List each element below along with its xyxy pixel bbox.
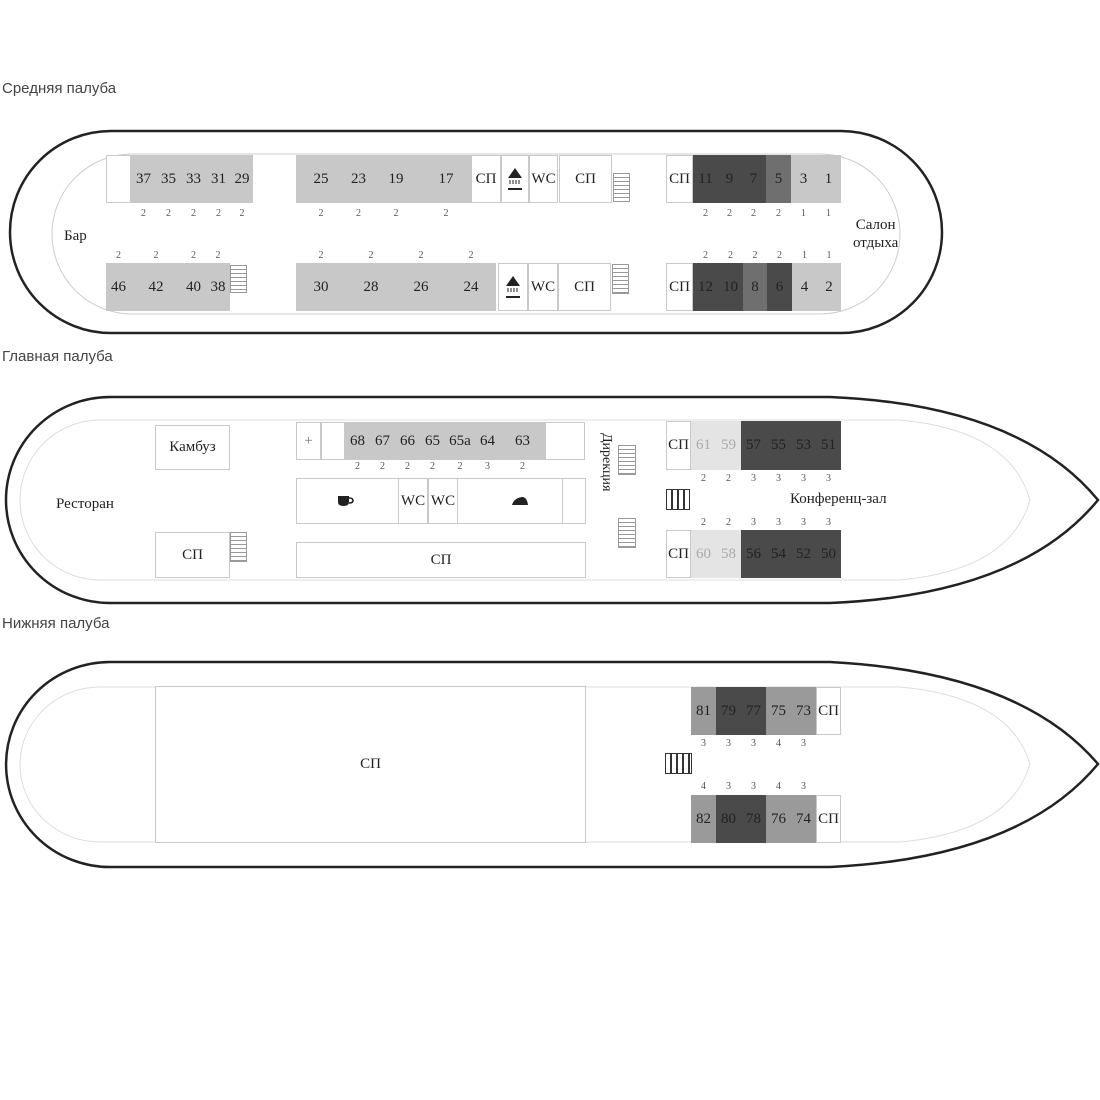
cabin-65[interactable]: 65: [420, 422, 445, 460]
cabin-capacity: 4: [776, 738, 781, 749]
cabin-capacity: 3: [751, 738, 756, 749]
salon-label-line-1: Салон: [855, 217, 896, 233]
cabin-capacity: 2: [468, 250, 474, 261]
blank-cell: [321, 422, 345, 460]
cabin-capacity: 2: [239, 208, 245, 219]
sp-cell: СП: [666, 530, 691, 578]
salon-label-line-2: отдыха: [853, 235, 899, 251]
cabin-capacity: 2: [191, 208, 196, 219]
cabin-capacity: 3: [751, 517, 756, 528]
cabin-77[interactable]: 77: [741, 687, 766, 735]
stairs-icon: [612, 264, 629, 294]
wc-cell: WC: [529, 155, 558, 203]
cabin-52[interactable]: 52: [791, 530, 816, 578]
cabin-capacity: 4: [701, 781, 706, 792]
cabin-capacity: 2: [355, 461, 360, 472]
cabin-capacity: 2: [116, 250, 121, 261]
iron-icon: [500, 480, 540, 522]
cabin-56[interactable]: 56: [741, 530, 766, 578]
cabin-65а[interactable]: 65а: [445, 422, 475, 460]
cabin-capacity: 2: [318, 250, 324, 261]
cabin-capacity: 2: [701, 517, 706, 528]
cabin-33[interactable]: 33: [181, 155, 206, 203]
cabin-29[interactable]: 29: [231, 155, 253, 203]
cabin-78[interactable]: 78: [741, 795, 766, 843]
sp-cell: СП: [296, 542, 586, 578]
cabin-capacity: 2: [726, 473, 731, 484]
cabin-capacity: 4: [776, 781, 781, 792]
cabin-40[interactable]: 40: [181, 263, 206, 311]
cabin-capacity: 3: [801, 473, 806, 484]
medical-cell: +: [296, 422, 321, 460]
wc-cell: WC: [398, 478, 428, 524]
cabin-38[interactable]: 38: [206, 263, 230, 311]
cabin-80[interactable]: 80: [716, 795, 741, 843]
cabin-capacity: 2: [752, 250, 758, 261]
sp-cell: СП: [471, 155, 501, 203]
cabin-capacity: 3: [801, 781, 806, 792]
cabin-capacity: 2: [751, 208, 756, 219]
cabin-53[interactable]: 53: [791, 421, 816, 470]
cabin-50[interactable]: 50: [816, 530, 841, 578]
cabin-59[interactable]: 59: [716, 421, 741, 470]
cabin-8[interactable]: 8: [743, 263, 767, 311]
cabin-capacity: 2: [166, 208, 171, 219]
cabin-capacity: 2: [405, 461, 410, 472]
cabin-30[interactable]: 30: [296, 263, 346, 311]
cabin-68[interactable]: 68: [345, 422, 370, 460]
shower-icon: [498, 263, 528, 311]
cabin-capacity: 3: [801, 738, 806, 749]
cabin-capacity: 3: [726, 781, 731, 792]
cabin-capacity: 2: [215, 250, 221, 261]
sp-cell: СП: [558, 263, 611, 311]
cabin-capacity: 2: [141, 208, 146, 219]
wc-cell: WC: [428, 478, 458, 524]
cabin-capacity: 2: [703, 208, 708, 219]
cabin-capacity: 2: [380, 461, 385, 472]
sp-cell: СП: [666, 263, 693, 311]
cabin-74[interactable]: 74: [791, 795, 816, 843]
cabin-58[interactable]: 58: [716, 530, 741, 578]
cabin-3[interactable]: 3: [791, 155, 816, 203]
sp-cell: СП: [155, 532, 230, 578]
cabin-capacity: 2: [318, 208, 324, 219]
cabin-capacity: 1: [801, 208, 806, 219]
sp-cell: СП: [666, 155, 693, 203]
direction-label: Дирекция: [599, 433, 614, 492]
cabin-17[interactable]: 17: [421, 155, 471, 203]
cabin-capacity: 2: [703, 250, 708, 261]
sp-cell: СП: [666, 421, 691, 470]
cabin-capacity: 3: [751, 473, 756, 484]
conference-label: Конференц-зал: [790, 491, 887, 507]
shower-icon: [501, 155, 529, 203]
cabin-12[interactable]: 12: [693, 263, 718, 311]
cabin-capacity: 3: [485, 461, 490, 472]
cabin-54[interactable]: 54: [766, 530, 791, 578]
cabin-24[interactable]: 24: [446, 263, 496, 311]
blank-cell: [562, 478, 586, 524]
cabin-capacity: 2: [727, 208, 732, 219]
cabin-2[interactable]: 2: [817, 263, 841, 311]
cabin-76[interactable]: 76: [766, 795, 791, 843]
cabin-61[interactable]: 61: [691, 421, 716, 470]
cabin-19[interactable]: 19: [371, 155, 421, 203]
cabin-1[interactable]: 1: [816, 155, 841, 203]
cabin-capacity: 1: [802, 250, 807, 261]
cabin-capacity: 3: [751, 781, 756, 792]
middle-deck-title: Средняя палуба: [2, 80, 117, 97]
cabin-31[interactable]: 31: [206, 155, 231, 203]
cabin-capacity: 3: [776, 517, 781, 528]
cabin-73[interactable]: 73: [791, 687, 816, 735]
cabin-4[interactable]: 4: [792, 263, 817, 311]
cabin-capacity: 2: [520, 461, 525, 472]
stairs-icon: [618, 445, 636, 475]
cabin-5[interactable]: 5: [766, 155, 791, 203]
cabin-51[interactable]: 51: [816, 421, 841, 470]
cabin-capacity: 2: [430, 461, 435, 472]
restaurant-label: Ресторан: [56, 496, 114, 512]
bar-label: Бар: [64, 228, 87, 244]
blank-cell: [545, 422, 585, 460]
cabin-11[interactable]: 11: [693, 155, 718, 203]
cabin-capacity: 3: [826, 517, 831, 528]
cabin-26[interactable]: 26: [396, 263, 446, 311]
cabin-81[interactable]: 81: [691, 687, 716, 735]
cabin-capacity: 2: [457, 461, 463, 472]
cabin-23[interactable]: 23: [346, 155, 371, 203]
cabin-capacity: 2: [701, 473, 706, 484]
cabin-7[interactable]: 7: [741, 155, 766, 203]
cabin-capacity: 2: [728, 250, 733, 261]
cabin-9[interactable]: 9: [718, 155, 741, 203]
cabin-capacity: 3: [701, 738, 706, 749]
cabin-6[interactable]: 6: [767, 263, 792, 311]
cabin-capacity: 2: [776, 208, 781, 219]
cabin-capacity: 2: [418, 250, 424, 261]
cabin-75[interactable]: 75: [766, 687, 791, 735]
cabin-37[interactable]: 37: [131, 155, 156, 203]
cabin-capacity: 3: [726, 738, 731, 749]
wc-cell: WC: [528, 263, 558, 311]
sp-cell: СП: [816, 687, 841, 735]
cabin-42[interactable]: 42: [131, 263, 181, 311]
cabin-capacity: 3: [826, 473, 831, 484]
cabin-capacity: 2: [216, 208, 221, 219]
cabin-66[interactable]: 66: [395, 422, 420, 460]
cabin-capacity: 2: [726, 517, 731, 528]
cabin-capacity: 2: [393, 208, 399, 219]
cabin-35[interactable]: 35: [156, 155, 181, 203]
sp-cell: СП: [559, 155, 612, 203]
cabin-46[interactable]: 46: [106, 263, 131, 311]
cabin-capacity: 2: [368, 250, 374, 261]
cabin-60[interactable]: 60: [691, 530, 716, 578]
cabin-25[interactable]: 25: [296, 155, 346, 203]
cabin-capacity: 1: [826, 208, 831, 219]
cabin-79[interactable]: 79: [716, 687, 741, 735]
lower-deck-title: Нижняя палуба: [2, 615, 110, 632]
cabin-57[interactable]: 57: [741, 421, 766, 470]
cabin-capacity: 2: [777, 250, 782, 261]
cabin-capacity: 2: [356, 208, 361, 219]
cabin-capacity: 1: [826, 250, 832, 261]
stairs-icon: [230, 532, 247, 562]
stairs-icon: [618, 518, 636, 548]
cabin-82[interactable]: 82: [691, 795, 716, 843]
cabin-capacity: 3: [801, 517, 806, 528]
sp-cell: СП: [816, 795, 841, 843]
cabin-28[interactable]: 28: [346, 263, 396, 311]
cafe-icon: [325, 480, 365, 522]
cabin-63[interactable]: 63: [500, 422, 545, 460]
sp-cell: СП: [155, 686, 586, 843]
cabin-capacity: 2: [153, 250, 159, 261]
elevator-icon: [666, 489, 690, 510]
cabin-67[interactable]: 67: [370, 422, 395, 460]
stairs-icon: [230, 265, 247, 293]
cabin-55[interactable]: 55: [766, 421, 791, 470]
cabin-capacity: 2: [443, 208, 449, 219]
cabin-capacity: 3: [776, 473, 781, 484]
blank-cell: [106, 155, 131, 203]
elevator-icon: [665, 753, 692, 774]
cabin-64[interactable]: 64: [475, 422, 500, 460]
cabin-capacity: 2: [191, 250, 196, 261]
main-deck-title: Главная палуба: [2, 348, 113, 365]
cabin-10[interactable]: 10: [718, 263, 743, 311]
salon-label: [853, 216, 898, 252]
stairs-icon: [613, 173, 630, 202]
galley-cell: Камбуз: [155, 425, 230, 470]
